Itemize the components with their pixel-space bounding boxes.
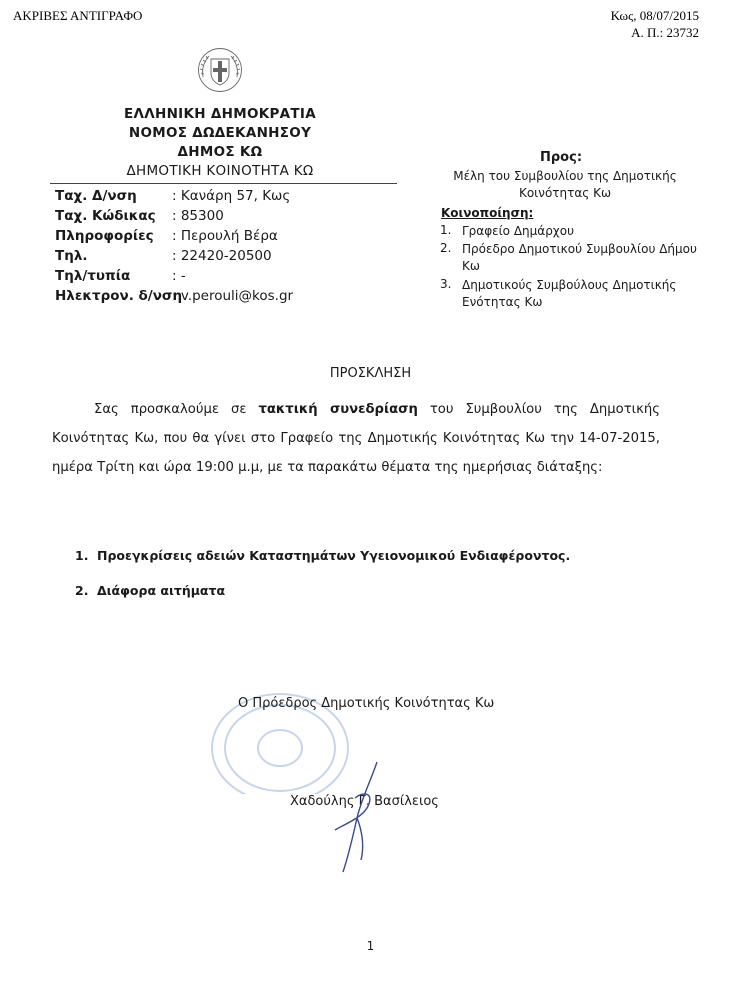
contact-label: Τηλ/τυπία xyxy=(55,268,131,284)
cc-number: 3. xyxy=(440,277,452,291)
contact-value: : Περουλή Βέρα xyxy=(172,228,278,244)
recipients-line: Μέλη του Συμβουλίου της Δημοτικής xyxy=(453,169,677,183)
cc-heading: Κοινοποίηση: xyxy=(441,206,534,220)
invitation-paragraph xyxy=(52,395,660,482)
cc-item: Δημοτικούς Συμβούλους Δημοτικής xyxy=(462,278,677,292)
contact-value: : 22420-20500 xyxy=(172,248,272,264)
header-divider xyxy=(50,183,397,184)
paragraph-text-start: Σας προσκαλούμε σε xyxy=(94,402,259,417)
document-title: ΠΡΟΣΚΛΗΣΗ xyxy=(329,366,412,381)
contact-label: Τηλ. xyxy=(55,248,88,264)
contact-value: : Κανάρη 57, Κως xyxy=(172,188,291,204)
contact-label: Ταχ. Κώδικας xyxy=(55,208,156,224)
greek-coat-of-arms-icon xyxy=(197,47,243,93)
issuer-line-community: ΔΗΜΟΤΙΚΗ ΚΟΙΝΟΤΗΤΑ ΚΩ xyxy=(126,163,314,179)
issuer-line-prefecture: ΝΟΜΟΣ ΔΩΔΕΚΑΝΗΣΟΥ xyxy=(128,125,312,141)
signatory-name: Χαδούλης Γ. Βασίλειος xyxy=(290,794,439,809)
cc-item: Γραφείο Δημάρχου xyxy=(462,224,575,238)
agenda-number: 1. xyxy=(75,548,89,563)
issuer-line-municipality: ΔΗΜΟΣ ΚΩ xyxy=(177,144,263,160)
protocol-number: Α. Π.: 23732 xyxy=(631,25,699,40)
cc-number: 1. xyxy=(440,223,452,237)
paragraph-text-bold: τακτική συνεδρίαση xyxy=(258,402,418,417)
recipients-line: Κοινότητας Κω xyxy=(518,186,612,200)
issuer-line-republic: ΕΛΛΗΝΙΚΗ ΔΗΜΟΚΡΑΤΙΑ xyxy=(123,106,317,122)
handwritten-signature-icon xyxy=(305,760,405,880)
page-number: 1 xyxy=(366,939,375,953)
contact-value: : - xyxy=(172,268,186,284)
contact-label: Ταχ. Δ/νση xyxy=(55,188,137,204)
place-date: Κως, 08/07/2015 xyxy=(610,8,699,23)
contact-email: : v.perouli@kos.gr xyxy=(172,288,294,304)
agenda-item: Διάφορα αιτήματα xyxy=(97,583,226,598)
recipients-heading: Προς: xyxy=(540,150,583,165)
cc-item: Πρόεδρο Δημοτικού Συμβουλίου Δήμου xyxy=(462,242,697,256)
signatory-role: Ο Πρόεδρος Δημοτικής Κοινότητας Κω xyxy=(238,696,495,711)
contact-label: Ηλεκτρον. δ/νση xyxy=(55,288,183,304)
contact-value: : 85300 xyxy=(172,208,224,224)
cc-item-continued: Ενότητας Κω xyxy=(462,295,543,309)
agenda-item: Προεγκρίσεις αδειών Καταστημάτων Υγειονομικού Ενδιαφέροντος. xyxy=(97,548,571,563)
agenda-number: 2. xyxy=(75,583,89,598)
contact-label: Πληροφορίες xyxy=(55,228,154,244)
paragraph-text-rest: του Συμβουλίου της Δημοτικής Κοινότητας Κω, που θα γίνει στο Γραφείο της Δημοτικής Κοινότητας Κω την 14-07-2015, ημέρα Τρίτη και ώρα 19:00 μ.μ, με τα παρακάτω θέματα της ημερήσιας διάταξης: xyxy=(52,402,660,475)
cc-item-continued: Κω xyxy=(462,259,480,273)
cc-number: 2. xyxy=(440,241,452,255)
certified-copy-note: ΑΚΡΙΒΕΣ ΑΝΤΙΓΡΑΦΟ xyxy=(13,8,143,23)
